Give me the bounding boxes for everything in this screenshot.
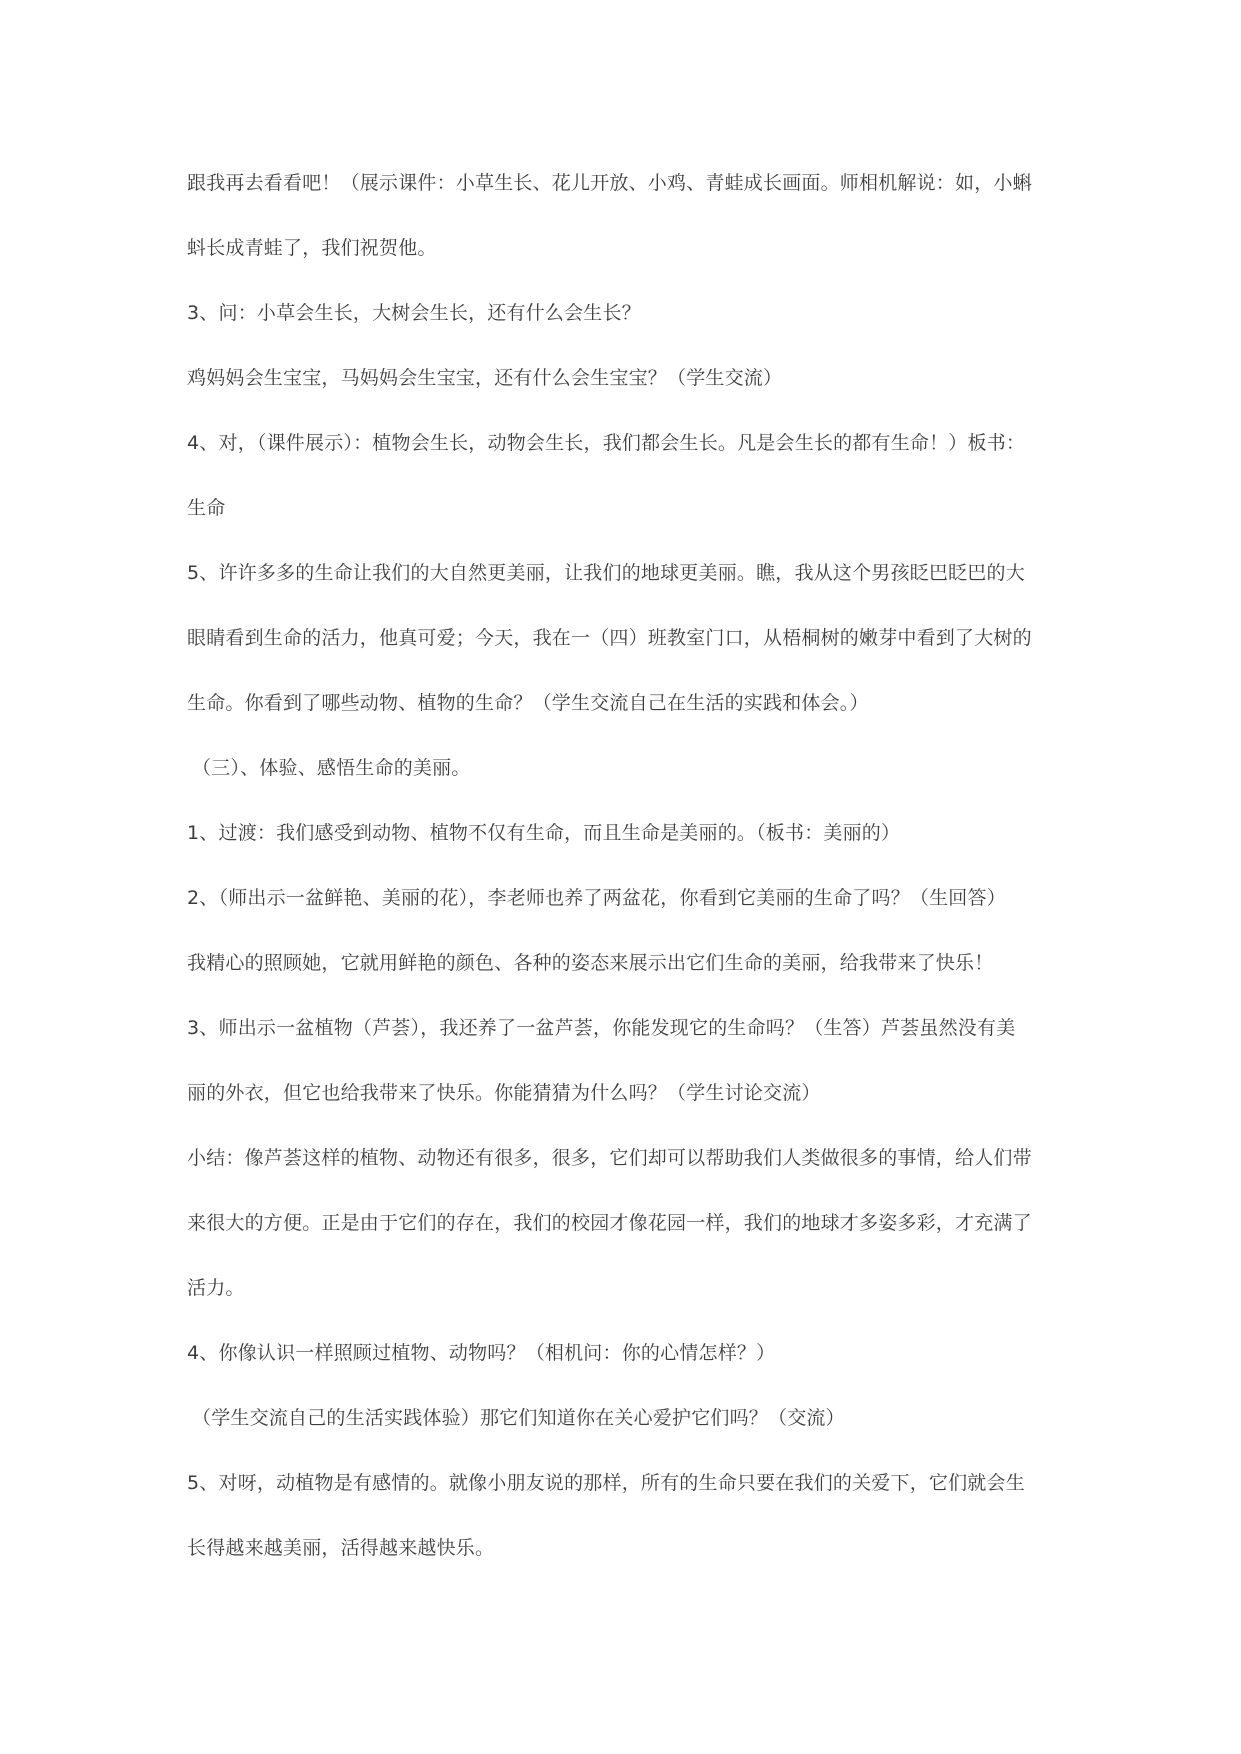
text-line: 3、师出示一盆植物（芦荟），我还养了一盆芦荟，你能发现它的生命吗？（生答）芦荟虽然没有美: [187, 1017, 1016, 1039]
text-line: 蚪长成青蛙了，我们祝贺他。: [187, 237, 437, 259]
text-line: 5、对呀，动植物是有感情的。就像小朋友说的那样，所有的生命只要在我们的关爱下，它们就会生: [187, 1472, 1025, 1494]
text-line: 4、对，（课件展示）：植物会生长，动物会生长，我们都会生长。凡是会生长的都有生命！）板书：: [187, 432, 1026, 454]
text-line: 1、过渡：我们感受到动物、植物不仅有生命，而且生命是美丽的。（板书：美丽的）: [187, 822, 901, 844]
text-line: 生命。你看到了哪些动物、植物的生命？（学生交流自己在生活的实践和体会。）: [187, 692, 869, 714]
text-line: 5、许许多多的生命让我们的大自然更美丽，让我们的地球更美丽。瞧，我从这个男孩眨巴眨巴的大: [187, 562, 1025, 584]
text-line: 跟我再去看看吧！（展示课件：小草生长、花儿开放、小鸡、青蛙成长画面。师相机解说：如，小蝌: [187, 172, 1032, 194]
text-line: 丽的外衣，但它也给我带来了快乐。你能猜猜为什么吗？（学生讨论交流）: [187, 1082, 821, 1104]
text-line: 来很大的方便。正是由于它们的存在，我们的校园才像花园一样，我们的地球才多姿多彩，才充满了: [187, 1212, 1032, 1234]
text-line: 3、问：小草会生长，大树会生长，还有什么会生长？: [187, 302, 641, 324]
text-line: 4、你像认识一样照顾过植物、动物吗？（相机问：你的心情怎样？）: [187, 1342, 776, 1364]
text-line: 生命: [187, 497, 226, 519]
text-line: 眼睛看到生命的活力，他真可爱；今天，我在一（四）班教室门口，从梧桐树的嫩芽中看到了大树的: [187, 627, 1032, 649]
text-line: 活力。: [187, 1277, 245, 1299]
text-line: 2、（师出示一盆鲜艳、美丽的花），李老师也养了两盆花，你看到它美丽的生命了吗？（生回答）: [187, 887, 1006, 909]
text-line: 鸡妈妈会生宝宝，马妈妈会生宝宝，还有什么会生宝宝？（学生交流）: [187, 367, 783, 389]
text-line: （学生交流自己的生活实践体验）那它们知道你在关心爱护它们吗？（交流）: [192, 1407, 845, 1429]
text-line: 我精心的照顾她，它就用鲜艳的颜色、各种的姿态来展示出它们生命的美丽，给我带来了快乐！: [187, 952, 994, 974]
text-line: 小结：像芦荟这样的植物、动物还有很多，很多，它们却可以帮助我们人类做很多的事情，给人们带: [187, 1147, 1032, 1169]
section-heading: （三）、体验、感悟生命的美丽。: [192, 757, 471, 779]
text-line: 长得越来越美丽，活得越来越快乐。: [187, 1537, 495, 1559]
